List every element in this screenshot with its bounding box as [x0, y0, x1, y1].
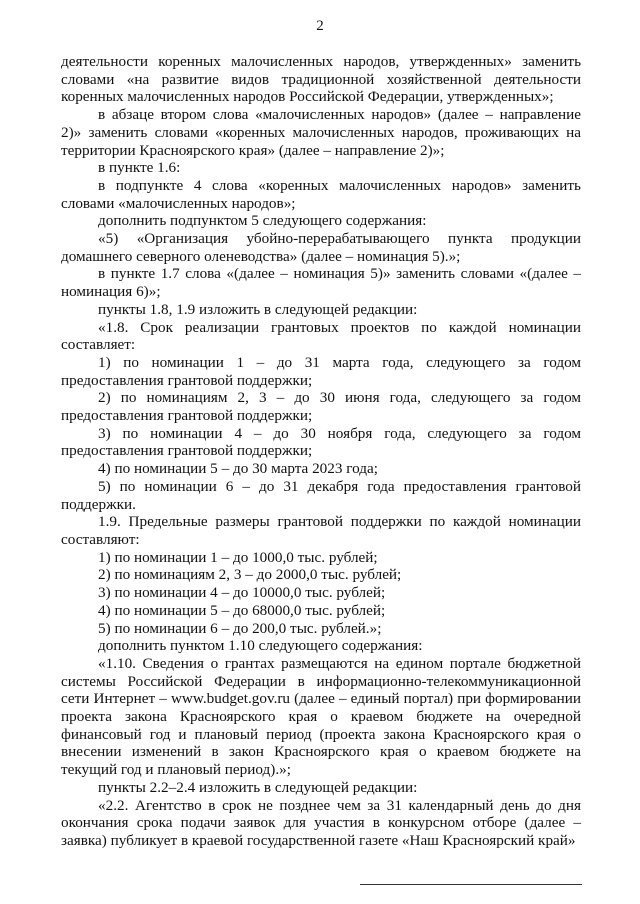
paragraph: «2.2. Агентство в срок не позднее чем за 31 календарный день до дня окончания срока подачи заявок для участия в конкурсном отборе (далее – заявка) публикует в краевой государственной газете «Наш Красноярский край» [61, 796, 581, 849]
paragraph: «1.10. Сведения о грантах размещаются на едином портале бюджетной системы Российской Федерации в информационно-телекоммуникационной сети Интернет – www.budget.gov.ru (далее – единый портал) при формировании проекта закона Красноярского края о краевом бюджете на очередной финансовый год и плановый период (проекта закона Красноярского края о внесении изменений в закон Красноярского края о краевом бюджете на текущий год и плановый период).»; [61, 654, 581, 779]
paragraph: в абзаце втором слова «малочисленных народов» (далее – направление 2)» заменить словами «коренных малочисленных народов, проживающих на территории Красноярского края» (далее – направление 2)»; [61, 106, 581, 159]
paragraph: 2) по номинациям 2, 3 – до 30 июня года, следующего за годом предоставления грантовой поддержки; [61, 389, 581, 425]
footer-rule [360, 884, 582, 885]
page-number: 2 [316, 18, 324, 34]
paragraph: дополнить подпунктом 5 следующего содержания: [98, 212, 427, 230]
paragraph: «1.8. Срок реализации грантовых проектов по каждой номинации составляет: [61, 318, 581, 354]
paragraph: пункты 2.2–2.4 изложить в следующей редакции: [98, 778, 418, 796]
paragraph: «5) «Организация убойно-перерабатывающего пункта продукции домашнего северного оленеводства» (далее – номинация 5).»; [61, 230, 581, 265]
paragraph: 1) по номинации 1 – до 31 марта года, следующего за годом предоставления грантовой поддержки; [61, 353, 581, 389]
paragraph: пункты 1.8, 1.9 изложить в следующей редакции: [98, 300, 418, 318]
paragraph: дополнить пунктом 1.10 следующего содержания: [98, 637, 423, 655]
paragraph: 3) по номинации 4 – до 30 ноября года, следующего за годом предоставления грантовой поддержки; [61, 424, 581, 460]
paragraph: 5) по номинации 6 – до 200,0 тыс. рублей.»; [98, 619, 382, 637]
paragraph: деятельности коренных малочисленных народов, утвержденных» заменить словами «на развитие видов традиционной хозяйственной деятельности коренных малочисленных народов Российской Федерации, утвержденных»; [61, 53, 581, 106]
paragraph: 3) по номинации 4 – до 10000,0 тыс. рублей; [98, 584, 386, 602]
paragraph: 4) по номинации 5 – до 68000,0 тыс. рублей; [98, 601, 386, 619]
paragraph: 1.9. Предельные размеры грантовой поддержки по каждой номинации составляют: [61, 513, 581, 548]
paragraph: в подпункте 4 слова «коренных малочисленных народов» заменить словами «малочисленных народов»; [61, 176, 581, 212]
paragraph: 4) по номинации 5 – до 30 марта 2023 года; [98, 460, 378, 478]
paragraph: в пункте 1.6: [98, 159, 181, 177]
paragraph: 5) по номинации 6 – до 31 декабря года предоставления грантовой поддержки. [61, 477, 581, 513]
document-body [61, 53, 581, 850]
paragraph: 1) по номинации 1 – до 1000,0 тыс. рублей; [98, 548, 378, 566]
paragraph: в пункте 1.7 слова «(далее – номинация 5)» заменить словами «(далее – номинация 6)»; [61, 265, 581, 301]
paragraph: 2) по номинациям 2, 3 – до 2000,0 тыс. рублей; [98, 566, 402, 584]
